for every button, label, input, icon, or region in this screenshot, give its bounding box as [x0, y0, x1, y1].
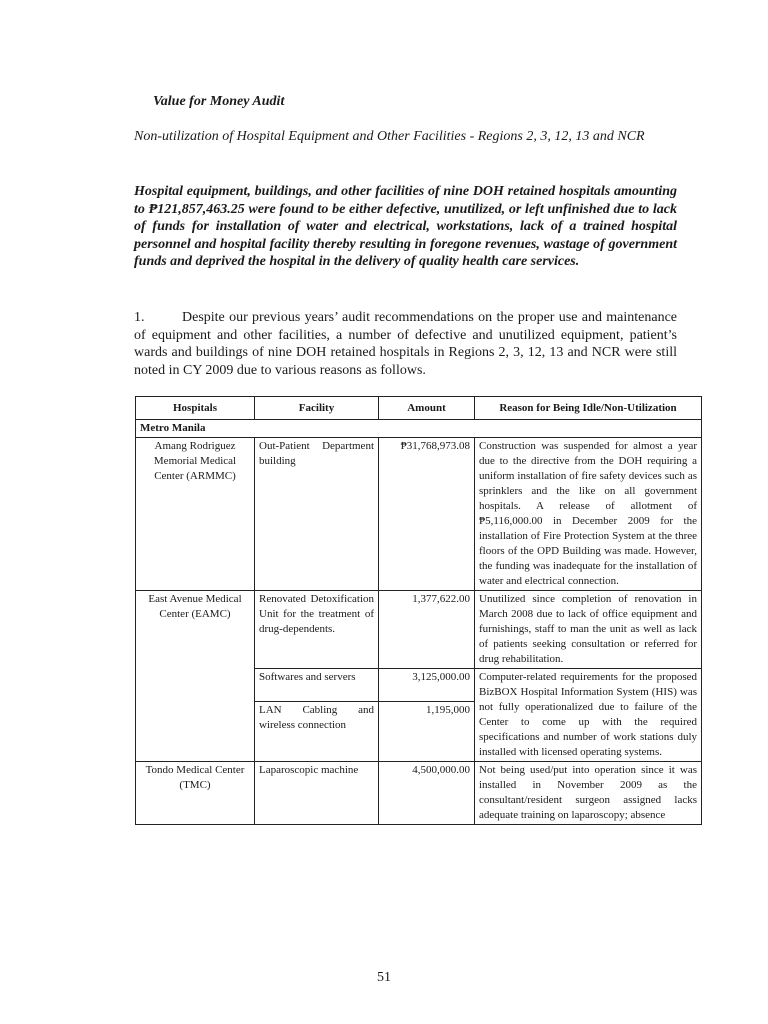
cell-reason [475, 762, 702, 825]
cell-amount: 3,125,000.00 [379, 669, 475, 702]
cell-amount: ₱31,768,973.08 [379, 438, 475, 591]
reason-text: Not being used/put into operation since it was installed in November 2009 as the consultant/resident surgeon assigned lacks adequate training on laparoscopy; absence [479, 764, 697, 821]
table-row [136, 591, 702, 669]
cell-reason: Computer-related requirements for the proposed BizBOX Hospital Information System (HIS) was not fully operationalized due to failure of the Center to come up with the required specifications and number of work stations duly installed with licensed operating systems. [475, 669, 702, 762]
cell-facility: Out-Patient Department building [255, 438, 379, 591]
cell-amount: 4,500,000.00 [379, 762, 475, 825]
table-row [136, 762, 702, 825]
paragraph-text: Despite our previous years’ audit recommendations on the proper use and maintenance of equipment and other facilities, a number of defective and unutilized equipment, patient’s wards and buildings of nine DOH retained hospitals in Regions 2, 3, 12, 13 and NCR were still noted in CY 2009 due to various reasons as follows. [134, 310, 677, 378]
region-label: Metro Manila [136, 420, 702, 438]
cell-amount: 1,377,622.00 [379, 591, 475, 669]
header-hospitals: Hospitals [136, 397, 255, 420]
cell-hospital: East Avenue Medical Center (EAMC) [136, 591, 255, 762]
header-facility: Facility [255, 397, 379, 420]
observation-summary: Hospital equipment, buildings, and other facilities of nine DOH retained hospitals amounting to ₱121,857,463.25 were found to be either defective, unutilized, or left unfinished due to lack of funds for installation of water and electrical, workstations, lack of a trained hospital personnel and hospital facility thereby resulting in foregone revenues, wastage of government funds and deprived the hospital in the delivery of quality health care services. [134, 184, 677, 269]
cell-facility: Laparoscopic machine [255, 762, 379, 825]
cell-hospital: Tondo Medical Center (TMC) [136, 762, 255, 825]
cell-reason: Construction was suspended for almost a year due to the directive from the DOH requiring a uniform installation of fire safety devices such as sprinklers and the like on all government hospitals. A release of allotment of ₱5,116,000.00 in December 2009 for the installation of Fire Protection System at the three floors of the OPD Building was made. However, the funding was inadequate for the installation of water and electrical connection. [475, 438, 702, 591]
table-row [136, 438, 702, 591]
region-row [136, 420, 702, 438]
cell-facility: Renovated Detoxification Unit for the treatment of drug-dependents. [255, 591, 379, 669]
cell-reason: Unutilized since completion of renovation in March 2008 due to lack of office equipment and furnishings, staff to man the unit as well as lack of patients seeking consultation or referred for drug rehabilitation. [475, 591, 702, 669]
cell-hospital: Amang Rodriguez Memorial Medical Center (ARMMC) [136, 438, 255, 591]
section-title: Value for Money Audit [153, 94, 285, 109]
header-amount: Amount [379, 397, 475, 420]
paragraph-number: 1. [134, 310, 145, 325]
cell-amount: 1,195,000 [379, 701, 475, 761]
header-reason: Reason for Being Idle/Non-Utilization [475, 397, 702, 420]
observation-title: Non-utilization of Hospital Equipment and Other Facilities - Regions 2, 3, 12, 13 and NCR [134, 129, 645, 144]
page-number: 51 [377, 970, 391, 985]
paragraph-1 [134, 309, 677, 379]
cell-facility: Softwares and servers [255, 669, 379, 702]
table-header-row [136, 397, 702, 420]
cell-facility: LAN Cabling and wireless connection [255, 701, 379, 761]
audit-findings-table [135, 396, 702, 825]
